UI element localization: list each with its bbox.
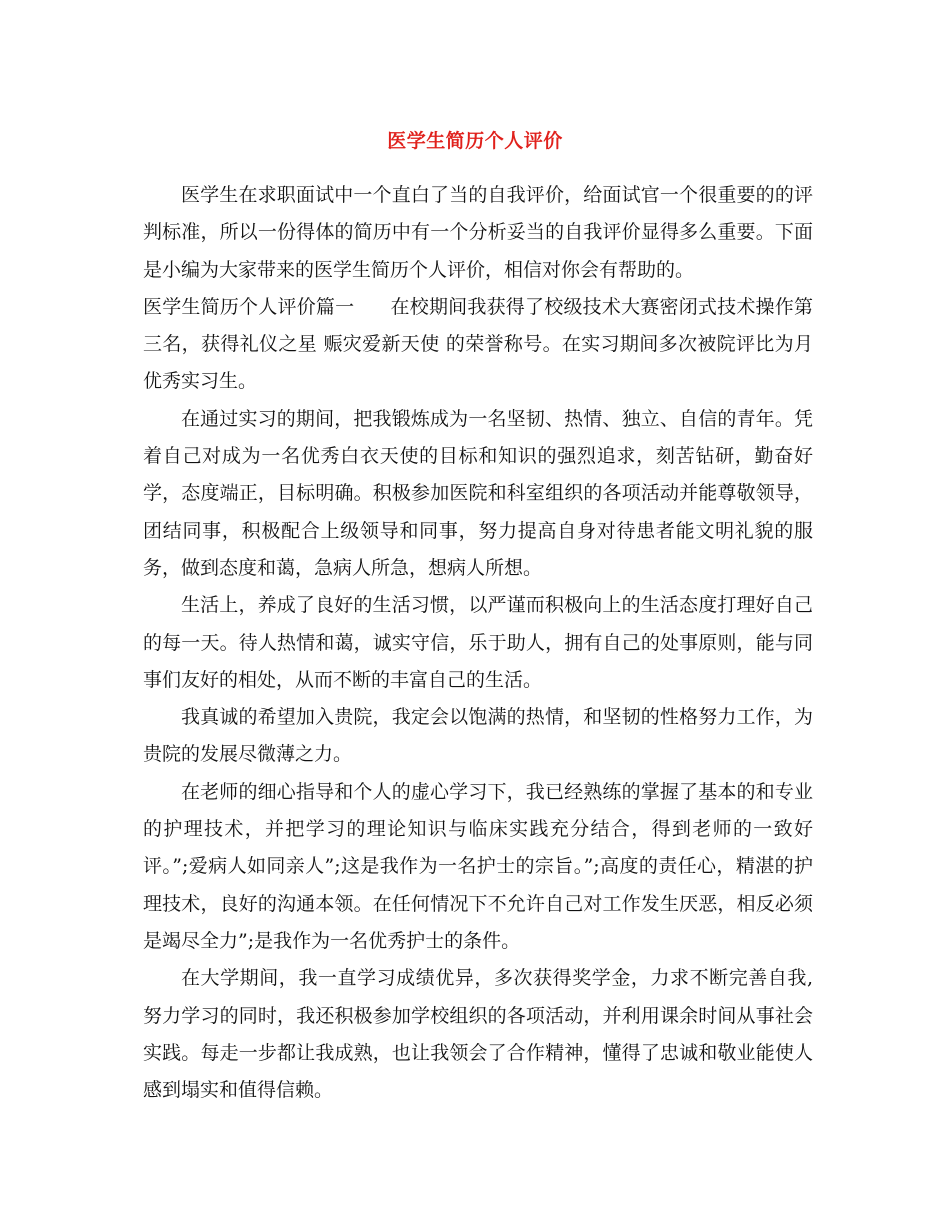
paragraph-university: 在大学期间，我一直学习成绩优异，多次获得奖学金，力求不断完善自我,努力学习的同时，我还积极参加学校组织的各项活动，并利用课余时间从事社会实践。每走一步都让我成熟，也让我领会了合作精神，懂得了忠诚和敬业能使人感到塌实和值得信赖。 [143,967,813,1102]
paragraph-hope: 我真诚的希望加入贵院，我定会以饱满的热情，和坚韧的性格努力工作，为贵院的发展尽微薄之力。 [143,706,813,766]
paragraph-internship: 在通过实习的期间，把我锻炼成为一名坚韧、热情、独立、自信的青年。凭着自己对成为一名优秀白衣天使的目标和知识的强烈追求，刻苦钻研，勤奋好学，态度端正，目标明确。积极参加医院和科室组织的各项活动并能尊敬领导，团结同事，积极配合上级领导和同事，努力提高自身对待患者能文明礼貌的服务，做到态度和蔼，急病人所急，想病人所想。 [143,407,813,579]
document-body [143,177,813,1109]
paragraph-nursing: 在老师的细心指导和个人的虚心学习下，我已经熟练的掌握了基本的和专业的护理技术，并把学习的理论知识与临床实践充分结合，得到老师的一致好评。”;爱病人如同亲人”;这是我作为一名护士的宗旨。”;高度的责任心，精湛的护理技术，良好的沟通本领。在任何情况下不允许自己对工作发生厌恶，相反必须是竭尽全力”;是我作为一名优秀护士的条件。 [143,780,813,952]
section-one-paragraph [143,289,813,401]
intro-paragraph: 医学生在求职面试中一个直白了当的自我评价，给面试官一个很重要的的评判标准，所以一份得体的简历中有一个分析妥当的自我评价显得多么重要。下面是小编为大家带来的医学生简历个人评价，相信对你会有帮助的。 [143,184,813,281]
page-title: 医学生简历个人评价 [387,130,563,152]
paragraph-life: 生活上，养成了良好的生活习惯，以严谨而积极向上的生活态度打理好自己的每一天。待人热情和蔼，诚实守信，乐于助人，拥有自己的处事原则，能与同事们友好的相处，从而不断的丰富自己的生活。 [143,594,813,691]
section-one-heading: 医学生简历个人评价篇一 [143,295,355,318]
section-one-text: 在校期间我获得了校级技术大赛密闭式技术操作第三名，获得礼仪之星 赈灾爱新天使 的荣誉称号。在实习期间多次被院评比为月优秀实习生。 [143,295,813,393]
